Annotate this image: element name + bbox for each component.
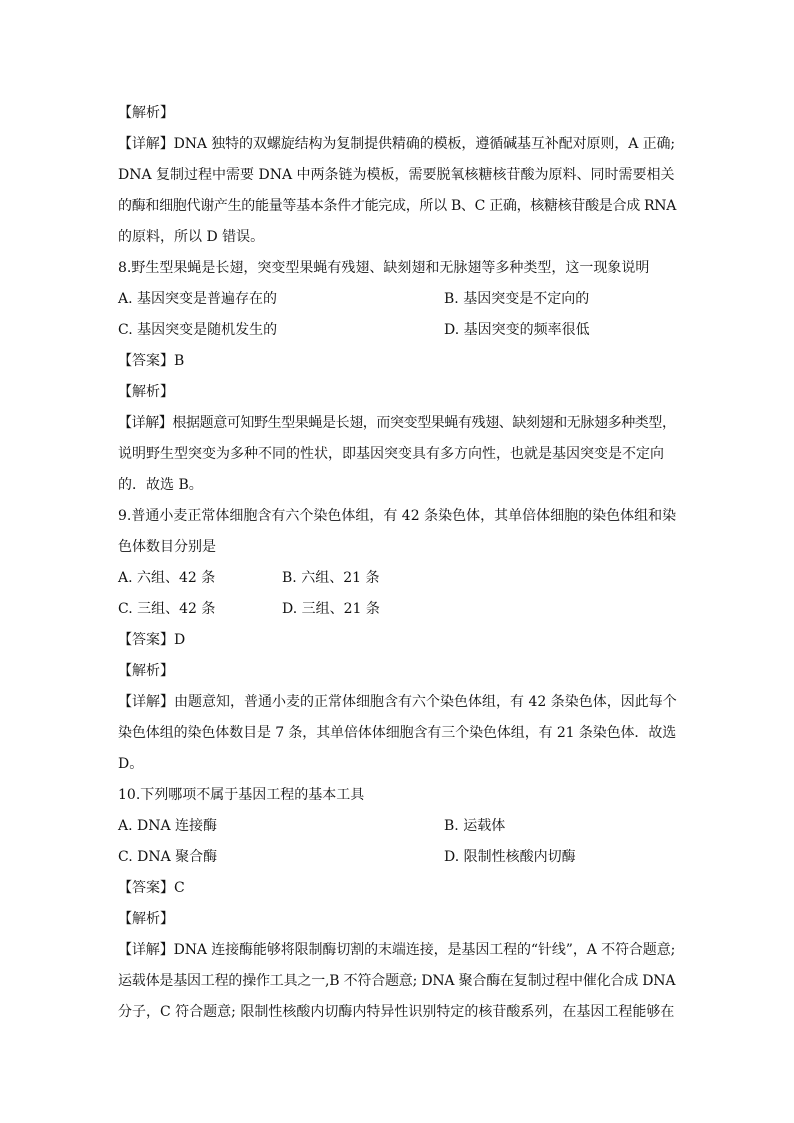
q9-detail-line: D。 xyxy=(118,756,144,772)
q8-options-row-2 xyxy=(118,315,678,346)
q10-detail xyxy=(118,935,678,1028)
q10-detail-line: 【详解】DNA 连接酶能够将限制酶切割的末端连接，是基因工程的“针线”，A 不符合题意; xyxy=(118,942,676,958)
q10-answer: 【答案】C xyxy=(118,880,185,896)
q9-stem-line: 9.普通小麦正常体细胞含有六个染色体组，有 42 条染色体，其单倍体细胞的染色体组和染 xyxy=(118,508,677,524)
q8-option-c: C. 基因突变是随机发生的 xyxy=(118,322,278,338)
q8-option-b: B. 基因突变是不定向的 xyxy=(444,291,590,307)
q8-options-row-1 xyxy=(118,284,678,315)
q7-detail-line: 的原料，所以 D 错误。 xyxy=(118,229,265,245)
q7-analysis-label: 【解析】 xyxy=(118,105,174,121)
q9-options-row-1 xyxy=(118,563,678,594)
q9-stem-line: 色体数目分别是 xyxy=(118,539,216,555)
q10-option-a: A. DNA 连接酶 xyxy=(118,818,218,834)
q9-option-a: A. 六组、42 条 xyxy=(118,570,216,586)
q9-option-b: B. 六组、21 条 xyxy=(282,570,380,586)
q9-options-row-2 xyxy=(118,594,678,625)
q10-option-c: C. DNA 聚合酶 xyxy=(118,849,218,865)
q8-stem: 8.野生型果蝇是长翅，突变型果蝇有残翅、缺刻翅和无脉翅等多种类型，这一现象说明 xyxy=(118,260,650,276)
q8-detail-line: 说明野生型突变为多种不同的性状，即基因突变具有多方向性，也就是基因突变是不定向 xyxy=(118,446,664,462)
q10-option-d: D. 限制性核酸内切酶 xyxy=(444,849,576,865)
q7-detail-line: 的酶和细胞代谢产生的能量等基本条件才能完成，所以 B、C 正确，核糖核苷酸是合成 RNA xyxy=(118,198,677,214)
q7-detail-line: DNA 复制过程中需要 DNA 中两条链为模板，需要脱氧核糖核苷酸为原料、同时需要相关 xyxy=(118,167,675,183)
q9-detail-line: 染色体组的染色体数目是 7 条，其单倍体体细胞含有三个染色体组，有 21 条染色体．故选 xyxy=(118,725,677,741)
q10-option-b: B. 运载体 xyxy=(444,818,506,834)
q10-options-row-2 xyxy=(118,842,678,873)
q10-detail-line: 分子，C 符合题意; 限制性核酸内切酶内特异性识别特定的核苷酸系列，在基因工程能够在 xyxy=(118,1004,675,1020)
q10-analysis-label: 【解析】 xyxy=(118,911,174,927)
q10-detail-line: 运载体是基因工程的操作工具之一,B 不符合题意; DNA 聚合酶在复制过程中催化合成 DNA xyxy=(118,973,676,989)
q9-detail xyxy=(118,687,678,780)
q8-option-a: A. 基因突变是普遍存在的 xyxy=(118,291,278,307)
q8-detail-line: 的．故选 B。 xyxy=(118,477,203,493)
q9-option-d: D. 三组、21 条 xyxy=(282,601,380,617)
q8-analysis-label: 【解析】 xyxy=(118,384,174,400)
q8-answer: 【答案】B xyxy=(118,353,185,369)
q7-detail xyxy=(118,129,678,253)
q8-option-d: D. 基因突变的频率很低 xyxy=(444,322,590,338)
q8-detail xyxy=(118,408,678,501)
q10-options-row-1 xyxy=(118,811,678,842)
q8-detail-line: 【详解】根据题意可知野生型果蝇是长翅，而突变型果蝇有残翅、缺刻翅和无脉翅多种类型， xyxy=(118,415,676,431)
q9-answer: 【答案】D xyxy=(118,632,186,648)
document-page xyxy=(118,98,678,1028)
q9-option-c: C. 三组、42 条 xyxy=(118,601,216,617)
q7-detail-line: 【详解】DNA 独特的双螺旋结构为复制提供精确的模板，遵循碱基互补配对原则，A 正确; xyxy=(118,136,676,152)
q9-analysis-label: 【解析】 xyxy=(118,663,174,679)
q10-stem: 10.下列哪项不属于基因工程的基本工具 xyxy=(118,787,365,803)
q9-detail-line: 【详解】由题意知，普通小麦的正常体细胞含有六个染色体组，有 42 条染色体，因此每个 xyxy=(118,694,677,710)
